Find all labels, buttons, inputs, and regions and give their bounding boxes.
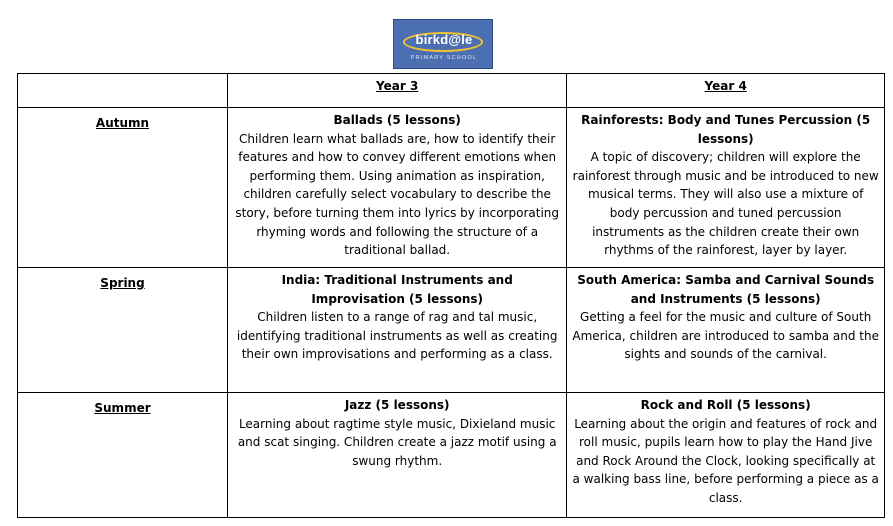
term-label: Spring [18,268,228,393]
cell-year4 [567,393,885,518]
logo-subtitle: PRIMARY SCHOOL [410,55,478,61]
table-row-spring [18,268,885,393]
cell-year3 [228,268,567,393]
unit-description: Getting a feel for the music and culture of South America, children are introduced to samba and the sights and sounds of the carnival. [572,310,879,362]
term-label: Summer [18,393,228,518]
header-row [18,74,885,108]
table-row-summer [18,393,885,518]
header-cell-year4: Year 4 [567,74,885,108]
table-row-autumn [18,108,885,268]
school-logo [393,19,493,69]
music-curriculum-table [17,73,885,518]
unit-title: India: Traditional Instruments and Improvisation (5 lessons) [281,273,513,306]
cell-year4 [567,268,885,393]
unit-description: A topic of discovery; children will explore the rainforest through music and be introduced to new musical terms. They will also use a mixture of body percussion and tuned percussion instruments as the children create their own rhythms of the rainforest, layer by layer. [572,150,879,258]
cell-year4 [567,108,885,268]
unit-description: Children learn what ballads are, how to identify their features and how to convey different emotions when performing them. Using animation as inspiration, children carefully select vocabulary to describe the story, before turning them into lyrics by incorporating rhyming words and following the structure of a traditional ballad. [235,131,559,258]
header-cell-year3: Year 3 [228,74,567,108]
unit-description: Children listen to a range of rag and tal music, identifying traditional instruments as well as creating their own improvisations and performing as a class. [236,310,558,362]
unit-description: Learning about ragtime style music, Dixieland music and scat singing. Children create a jazz motif using a swung rhythm. [237,416,557,468]
logo-name: birkd@le [415,32,473,47]
unit-title: Rock and Roll (5 lessons) [640,398,811,412]
cell-year3 [228,108,567,268]
unit-title: Ballads (5 lessons) [333,113,461,127]
unit-description: Learning about the origin and features of rock and roll music, pupils learn how to play the Hand Jive and Rock Around the Clock, looking specifically at a walking bass line, before performing a piece as a class. [572,416,879,505]
unit-title: Jazz (5 lessons) [344,398,450,412]
unit-title: Rainforests: Body and Tunes Percussion (5 lessons) [581,113,871,146]
header-cell-term [18,74,228,108]
cell-year3 [228,393,567,518]
term-label: Autumn [18,108,228,268]
unit-title: South America: Samba and Carnival Sounds and Instruments (5 lessons) [577,273,875,306]
